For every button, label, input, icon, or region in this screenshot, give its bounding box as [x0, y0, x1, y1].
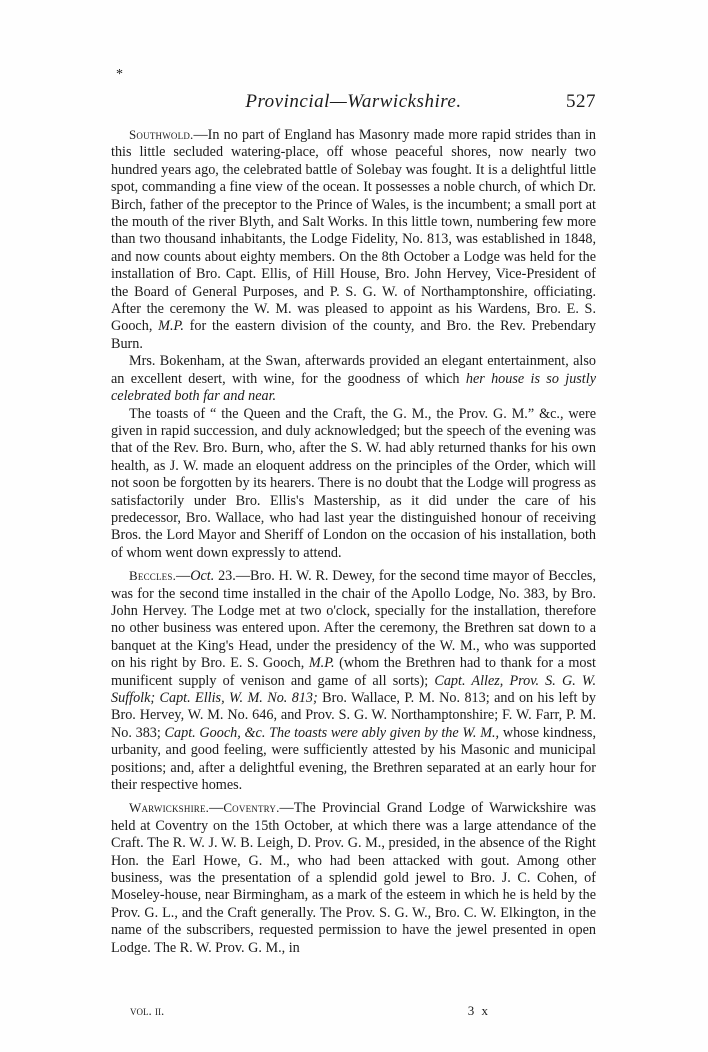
text-run: Capt. Gooch, &c. The toasts were ably given by the W. M., — [164, 724, 500, 741]
text-run: Coventry. — [223, 800, 280, 816]
page-number: 527 — [566, 91, 596, 112]
text-run: The toasts of “ the Queen and the Craft, the G. M., the Prov. G. M.” &c., were given in rapid succession, and duly acknowledged; but the speech of the evening was that of the Rev. Bro. Burn, who, after the S. W. had ably returned thanks for his own health, as J. W. made an eloquent address on the principles of the Order, which will not soon be forgotten by its hearers. There is no doubt that the Lodge will progress as satisfactorily under Bro. Ellis's Mastership, as it did under the care of his predecessor, Bro. Wallace, who had last year the distinguished honour of receiving Bros. the Lord Mayor and Sheriff of London on the occasion of his installation, both of whom went down expressly to attend. — [111, 405, 596, 561]
running-title: Provincial—Warwickshire. — [245, 91, 462, 112]
paragraph — [111, 406, 596, 563]
text-run: Oct. — [190, 568, 215, 585]
paragraph — [111, 126, 596, 353]
text-run: —The Provincial Grand Lodge of Warwickshire was held at Coventry on the 15th October, at which there was a large attendance of the Craft. The R. W. J. W. B. Leigh, D. Prov. G. M., presided, in the absence of the Right Hon. the Earl Howe, G. M., who had been attacked with gout. Among other business, was the presentation of a splendid gold jewel to Bro. J. C. Cohen, of Moseley-house, near Birmingham, as a mark of the esteem in which he is held by the Prov. G. L., and the Craft generally. The Prov. S. G. W., Bro. C. W. Elkington, in the name of the subscribers, requested permission to have the jewel presented in open Lodge. The R. W. Prov. G. M., in — [111, 800, 596, 956]
text-run: 23.—Bro. H. W. R. Dewey, for the second time mayor of Beccles, was for the second time installed in the chair of the Apollo Lodge, No. 383, by Bro. John Hervey. The Lodge met at two o'clock, specially for the installation, therefore no other business was entered upon. After the ceremony, the Brethren sat down to a banquet at the King's Head, under the presidency of the W. M., who was supported on his right by Bro. E. S. Gooch, — [111, 568, 596, 672]
paragraph — [111, 567, 596, 794]
paragraph — [111, 799, 596, 957]
gathering-signature: 3 x — [467, 1003, 490, 1018]
text-run: — — [209, 800, 224, 817]
printer-mark: * — [116, 67, 123, 82]
text-run: Capt. Allez, Prov. S. G. W. Suffolk; Capt. Ellis, W. M. No. 813; — [111, 672, 596, 706]
text-run: her house is so justly celebrated both far and near. — [111, 370, 596, 405]
text-run: — — [176, 568, 191, 585]
text-run: M.P. — [158, 318, 184, 335]
text-run: Southwold. — [129, 127, 194, 142]
article-body — [111, 126, 596, 957]
paragraph — [111, 353, 596, 405]
text-run: —In no part of England has Masonry made more rapid strides than in this little secluded watering-place, off whose peaceful shores, now nearly two hundred years ago, the celebrated battle of Solebay was fought. It is a delightful little spot, commanding a fine view of the ocean. It possesses a noble church, of which Dr. Birch, father of the preceptor to the Prince of Wales, is the incumbent; a small port at the mouth of the river Blyth, and Salt Works. In this little town, numbering few more than two thousand inhabitants, the Lodge Fidelity, No. 813, was established in 1848, and now counts about eighty members. On the 8th October a Lodge was held for the installation of Bro. Capt. Ellis, of Hill House, Bro. John Hervey, Vice-President of the Board of General Purposes, and P. S. G. W. of Northamptonshire, officiating. After the ceremony the W. M. was pleased to appoint as his Wardens, Bro. E. S. Gooch, — [111, 127, 596, 335]
text-run: M.P. — [308, 655, 335, 672]
text-run: Mrs. Bokenham, at the Swan, afterwards provided an elegant entertainment, also an excellent desert, with wine, for the goodness of which — [111, 353, 596, 387]
text-run: for the eastern division of the county, and Bro. the Rev. Prebendary Burn. — [111, 318, 596, 352]
text-run: (whom the Brethren had to thank for a most munificent supply of venison and game of all sorts); — [111, 655, 596, 689]
text-run: whose kindness, urbanity, and good feeling, were sufficiently attested by his Masonic and municipal positions; and, after a delightful evening, the Brethren separated at an early hour for their respective homes. — [111, 724, 596, 794]
text-run: Beccles. — [129, 568, 177, 584]
text-run: Warwickshire. — [129, 800, 210, 816]
volume-signature: vol. ii. — [130, 1003, 165, 1018]
page-footer — [130, 1002, 490, 1020]
text-run: Bro. Wallace, P. M. No. 813; and on his left by Bro. Hervey, W. M. No. 646, and Prov. S. G. W. Northamptonshire; F. W. Farr, P. M. No. 383; — [111, 690, 596, 741]
running-header — [111, 89, 596, 115]
